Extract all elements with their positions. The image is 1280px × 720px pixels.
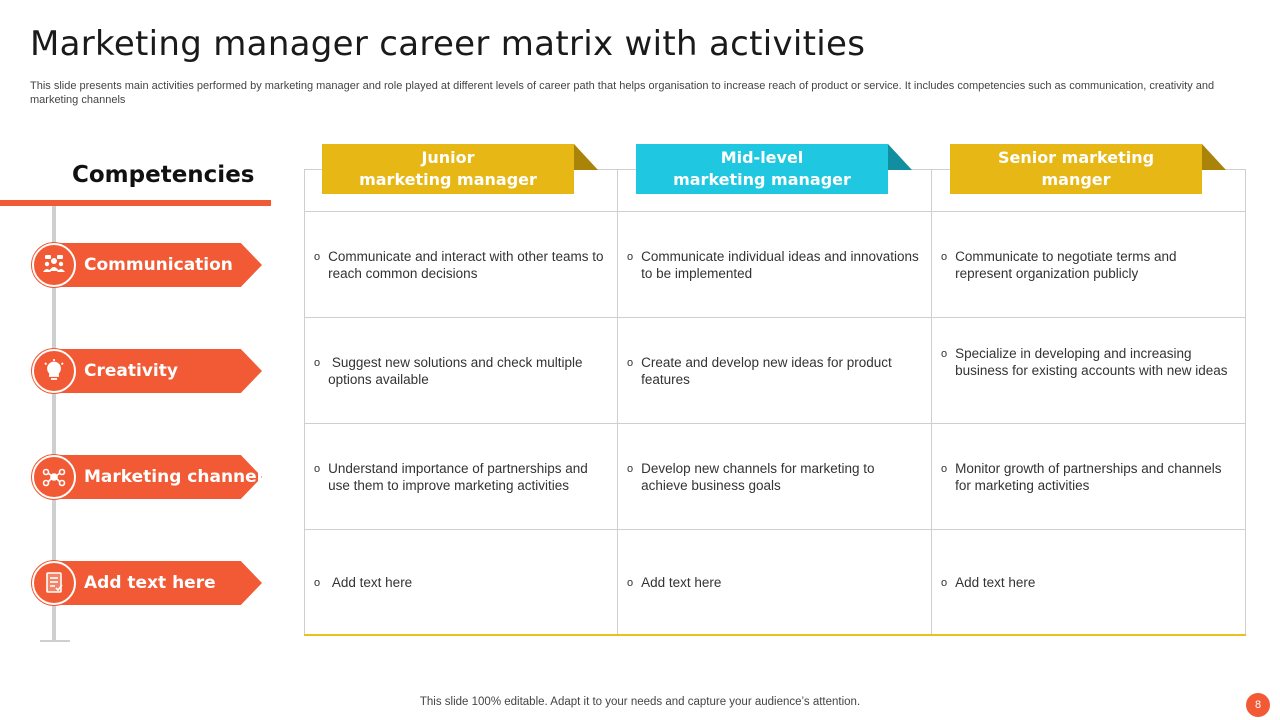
page-subtitle: This slide presents main activities performed by marketing manager and role played at different levels of career path that helps organisation to increase reach of product or service. It includes competencies such as communication, creativity and marketing channels <box>30 80 1215 106</box>
competency-add-text <box>32 561 264 605</box>
team-communication-icon <box>32 243 76 287</box>
level-tab-line2: marketing manager <box>359 170 537 189</box>
page-title: Marketing manager career matrix with activities <box>30 24 866 64</box>
bullet-text: Communicate individual ideas and innovations to be implemented <box>641 249 919 281</box>
competency-label: Marketing channels <box>84 467 273 487</box>
competency-creativity <box>32 349 264 393</box>
table-bottom-border <box>304 634 1246 636</box>
bullet-text: Add text here <box>955 575 1036 590</box>
bullet-marker: o <box>627 251 634 263</box>
level-tab-fold <box>574 144 598 170</box>
level-tab-body <box>322 144 574 194</box>
bullet-text: Add text here <box>641 575 722 590</box>
bullet-marker: o <box>941 577 948 589</box>
competency-label: Creativity <box>84 361 178 381</box>
bullet-text: Specialize in developing and increasing business for existing accounts with new ideas <box>955 346 1228 378</box>
competencies-underline <box>0 200 271 206</box>
matrix-bullet <box>627 249 922 282</box>
bullet-marker: o <box>941 463 948 475</box>
bullet-text: Create and develop new ideas for product features <box>641 355 892 387</box>
bullet-text: Develop new channels for marketing to achieve business goals <box>641 461 875 493</box>
competencies-heading: Competencies <box>72 162 255 188</box>
level-tab-line2: marketing manager <box>673 170 851 189</box>
bullet-text: Suggest new solutions and check multiple options available <box>328 355 587 387</box>
level-tab-fold <box>888 144 912 170</box>
bullet-marker: o <box>314 577 321 589</box>
level-tab-line1: Junior <box>421 148 475 167</box>
matrix-bullet <box>627 461 922 494</box>
level-tab-line2: manger <box>1041 170 1111 189</box>
matrix-bullet <box>941 461 1236 494</box>
competency-marketing-channels <box>32 455 273 499</box>
bullet-marker: o <box>627 463 634 475</box>
matrix-bullet <box>627 355 922 388</box>
matrix-bullet <box>941 249 1236 282</box>
matrix-bullet <box>314 249 609 282</box>
competency-communication <box>32 243 264 287</box>
footer-note: This slide 100% editable. Adapt it to your needs and capture your audience’s attention. <box>419 696 861 708</box>
level-tab-junior <box>322 144 574 194</box>
page-number: 8 <box>1254 699 1262 711</box>
bullet-marker: o <box>314 357 321 369</box>
lightbulb-icon <box>32 349 76 393</box>
matrix-bullet <box>314 461 609 494</box>
network-icon <box>32 455 76 499</box>
bullet-marker: o <box>627 577 634 589</box>
matrix-bullet <box>941 575 1236 592</box>
document-icon <box>32 561 76 605</box>
bullet-marker: o <box>627 357 634 369</box>
bullet-text: Communicate to negotiate terms and represent organization publicly <box>955 249 1177 281</box>
level-tab-line1: Mid-level <box>720 148 804 167</box>
page-number-badge <box>1246 693 1270 717</box>
matrix-bullet <box>941 346 1236 379</box>
bullet-marker: o <box>314 463 321 475</box>
bullet-marker: o <box>314 251 321 263</box>
matrix-bullet <box>314 575 609 592</box>
bullet-text: Monitor growth of partnerships and channels for marketing activities <box>955 461 1222 493</box>
bullet-text: Understand importance of partnerships and use them to improve marketing activities <box>328 461 588 493</box>
level-tab-body <box>636 144 888 194</box>
competency-label: Communication <box>84 255 233 275</box>
bullet-text: Communicate and interact with other teams to reach common decisions <box>328 249 604 281</box>
bullet-marker: o <box>941 251 948 263</box>
level-tab-fold <box>1202 144 1226 170</box>
matrix-bullet <box>627 575 922 592</box>
level-tab-mid <box>636 144 888 194</box>
competency-label: Add text here <box>84 573 216 593</box>
timeline-foot <box>40 640 70 642</box>
career-matrix-table <box>304 169 1246 636</box>
matrix-bullet <box>314 355 609 388</box>
level-tab-body <box>950 144 1202 194</box>
bullet-text: Add text here <box>328 575 413 590</box>
level-tab-line1: Senior marketing <box>997 148 1155 167</box>
bullet-marker: o <box>941 348 948 360</box>
level-tab-senior <box>950 144 1202 194</box>
